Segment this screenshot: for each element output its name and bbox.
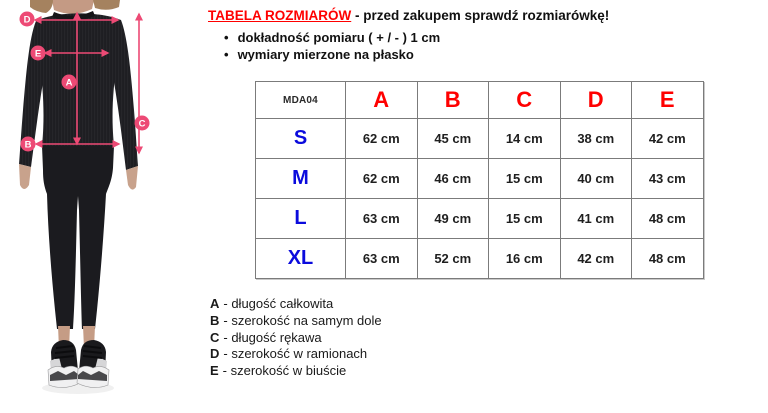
marker-label-a: A xyxy=(65,77,73,89)
cell-value: 46 cm xyxy=(417,159,489,199)
legend-desc: - długość całkowita xyxy=(223,296,334,311)
bullet-list xyxy=(224,29,440,63)
legend-desc: - szerokość na samym dole xyxy=(223,312,382,328)
measurement-marker-a xyxy=(62,75,77,90)
model-top-torso xyxy=(36,13,121,146)
cell-value: 42 cm xyxy=(560,239,632,279)
measurement-legend xyxy=(210,296,382,380)
model-neck xyxy=(52,0,94,14)
cell-value: 48 cm xyxy=(632,239,704,279)
column-header-e: E xyxy=(632,82,704,119)
model-shoe-left xyxy=(48,340,80,388)
cell-value: 40 cm xyxy=(560,159,632,199)
legend-item-b xyxy=(210,313,382,330)
table-row-xl xyxy=(256,239,704,279)
legend-key: D xyxy=(210,346,220,362)
legend-key: E xyxy=(210,363,219,379)
marker-label-d: D xyxy=(23,14,31,26)
cell-value: 62 cm xyxy=(346,159,418,199)
size-label-m: M xyxy=(256,159,346,199)
legend-desc: - długość rękawa xyxy=(223,329,322,345)
bullet-text: dokładność pomiaru ( + / - ) 1 cm xyxy=(237,30,441,45)
legend-desc: - szerokość w ramionach xyxy=(223,346,368,362)
model-hand-left xyxy=(19,164,31,189)
legend-desc: - szerokość w biuście xyxy=(222,363,347,379)
cell-value: 16 cm xyxy=(489,239,561,279)
cell-value: 48 cm xyxy=(632,199,704,239)
measurement-marker-e xyxy=(31,46,46,61)
legend-key: C xyxy=(210,329,220,345)
column-header-d: D xyxy=(560,82,632,119)
model-sleeve-right xyxy=(113,20,138,170)
marker-label-b: B xyxy=(24,139,32,151)
measurement-marker-d xyxy=(20,12,35,27)
size-label-l: L xyxy=(256,199,346,239)
size-label-xl: XL xyxy=(256,239,346,279)
cell-value: 14 cm xyxy=(489,119,561,159)
column-header-c: C xyxy=(489,82,561,119)
model-leggings xyxy=(42,146,114,329)
legend-item-e xyxy=(210,363,382,380)
cell-value: 43 cm xyxy=(632,159,704,199)
cell-value: 63 cm xyxy=(346,239,418,279)
legend-key: B xyxy=(210,312,220,328)
cell-value: 15 cm xyxy=(489,199,561,239)
page-title xyxy=(208,8,609,23)
cell-value: 49 cm xyxy=(417,199,489,239)
product-code: MDA04 xyxy=(256,82,346,119)
bullet-item xyxy=(224,29,440,46)
title-subtitle: - przed zakupem sprawdź rozmiarówkę! xyxy=(351,8,610,23)
size-label-s: S xyxy=(256,119,346,159)
cell-value: 63 cm xyxy=(346,199,418,239)
table-row-s xyxy=(256,119,704,159)
model-hand-right xyxy=(126,166,138,190)
legend-item-a xyxy=(210,296,382,313)
measurement-marker-b xyxy=(21,137,36,152)
column-header-b: B xyxy=(417,82,489,119)
legend-item-c xyxy=(210,330,382,347)
title-highlight: TABELA ROZMIARÓW xyxy=(208,8,352,23)
legend-item-d xyxy=(210,346,382,363)
model-hair-right xyxy=(93,0,120,10)
marker-label-e: E xyxy=(34,48,42,60)
size-table xyxy=(255,81,704,279)
cell-value: 62 cm xyxy=(346,119,418,159)
column-header-a: A xyxy=(346,82,418,119)
measurement-marker-c xyxy=(135,116,150,131)
legend-key: A xyxy=(210,296,220,311)
bullet-text: wymiary mierzone na płasko xyxy=(237,47,414,62)
table-row-l xyxy=(256,199,704,239)
model-photo xyxy=(0,0,200,413)
cell-value: 42 cm xyxy=(632,119,704,159)
cell-value: 38 cm xyxy=(560,119,632,159)
model-hair-left xyxy=(30,0,53,13)
table-row-m xyxy=(256,159,704,199)
model-illustration xyxy=(0,0,200,413)
table-header-row xyxy=(256,82,704,119)
cell-value: 45 cm xyxy=(417,119,489,159)
bullet-item xyxy=(224,46,440,63)
cell-value: 15 cm xyxy=(489,159,561,199)
cell-value: 52 cm xyxy=(417,239,489,279)
model-shoe-right xyxy=(77,340,109,388)
marker-label-c: C xyxy=(138,118,146,130)
cell-value: 41 cm xyxy=(560,199,632,239)
